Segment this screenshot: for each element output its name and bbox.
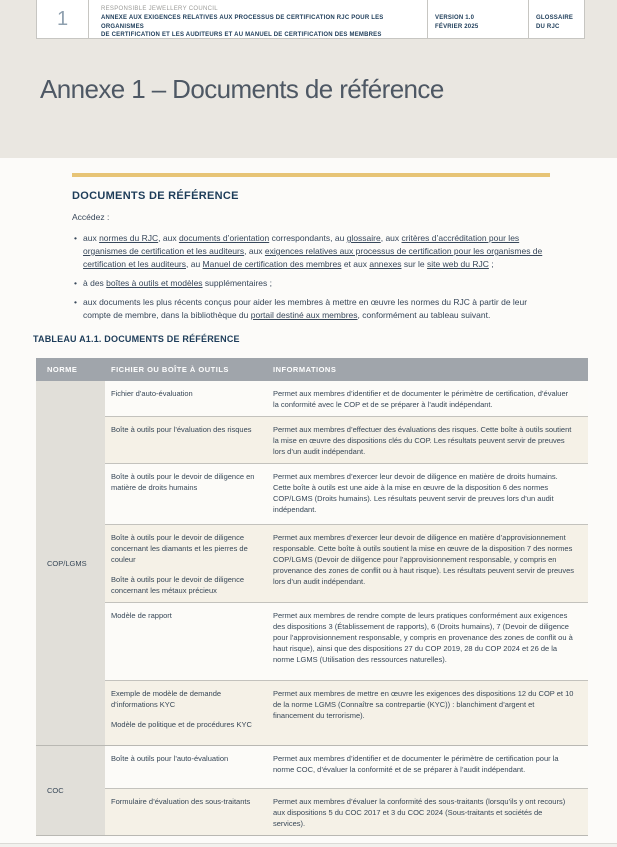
- file-name: Exemple de modèle de demande d’informations KYC: [111, 689, 222, 709]
- file-name: Modèle de rapport: [111, 611, 172, 620]
- link-boites-outils-modeles[interactable]: boîtes à outils et modèles: [106, 278, 203, 288]
- link-glossaire[interactable]: glossaire: [346, 233, 381, 243]
- text-segment: correspondants, au: [269, 233, 347, 243]
- file-name: Boîte à outils pour le devoir de diligence concernant les diamants et les pierres de couleur: [111, 533, 248, 564]
- link-documents-orientation[interactable]: documents d’orientation: [178, 233, 270, 243]
- org-name: RESPONSIBLE JEWELLERY COUNCIL: [101, 6, 218, 12]
- gold-divider: [72, 173, 550, 177]
- file-name: Fichier d’auto-évaluation: [111, 389, 193, 398]
- file-cell: [105, 417, 268, 463]
- bullet-text: [83, 277, 550, 290]
- norm-label-cell: [36, 746, 105, 835]
- info-cell: Permet aux membres d’identifier et de documenter le périmètre de certification pour la norme COC, d’évaluer la conformité et de se préparer à l’audit indépendant.: [273, 754, 559, 774]
- info-cell: Permet aux membres d’exercer leur devoir de diligence en matière d’approvisionnement responsable. Cette boîte à outils soutient la mise en œuvre de la disposition 7 des normes COP/LGMS (Devoir de diligence pour l’approvisionnement responsable, y compris en provenance des zones de conflit ou à haut risque). Les résultats peuvent servir de preuves lors d’un audit indépendant.: [273, 533, 575, 586]
- table-row: [105, 524, 588, 602]
- section-rows: [105, 746, 588, 835]
- link-annexes[interactable]: annexes: [369, 259, 402, 269]
- link-normes-du-rjc[interactable]: normes du RJC: [99, 233, 159, 243]
- text-segment: à des: [83, 278, 107, 288]
- file-name: Boîte à outils pour le devoir de diligence en matière de droits humains: [111, 472, 255, 492]
- table-row: [105, 746, 588, 788]
- reference-section: [72, 173, 550, 328]
- header-version-block: [428, 0, 529, 38]
- text-segment: , aux: [380, 233, 402, 243]
- header-page-number: 1: [37, 0, 89, 38]
- file-cell: [105, 681, 268, 745]
- list-item: [72, 277, 550, 290]
- norm-label-cell: [36, 381, 105, 745]
- text-segment: , au: [186, 259, 203, 269]
- list-item: [72, 296, 550, 322]
- text-segment: , conformément au tableau suivant.: [357, 310, 491, 320]
- table-section-coc: [36, 745, 588, 835]
- link-exigences-processus[interactable]: exigences relatives aux processus de certification pour les organismes de certification et les auditeurs: [83, 246, 543, 269]
- column-header-fichier: FICHIER OU BOÎTE À OUTILS: [111, 365, 229, 374]
- file-cell: [105, 525, 268, 602]
- header-glossary-block[interactable]: [529, 0, 584, 38]
- text-segment: , aux: [158, 233, 179, 243]
- info-cell: Permet aux membres d’exercer leur devoir de diligence en matière de droits humains. Cette boîte à outils est une aide à la mise en œuvre de la disposition 6 des normes COP/LGMS (Droits humains). Les résultats peuvent servir de preuves lors d’un audit indépendant.: [273, 472, 558, 514]
- intro-text: Accédez :: [72, 212, 110, 222]
- info-cell: Permet aux membres d’effectuer des évaluations des risques. Cette boîte à outils soutient la mise en œuvre des dispositions clés du COP. Les résultats peuvent servir de preuves lors d’un audit indépendant.: [273, 425, 572, 456]
- bullet-icon: •: [74, 278, 77, 288]
- file-name: Boîte à outils pour le devoir de diligence concernant les métaux précieux: [111, 575, 245, 595]
- text-segment: sur le: [401, 259, 427, 269]
- section-rows: [105, 381, 588, 745]
- table-row: [105, 463, 588, 524]
- norm-label: COC: [47, 786, 64, 795]
- file-cell: [105, 746, 268, 788]
- version-label: VERSION 1.0: [435, 15, 475, 21]
- glossary-label-line1: GLOSSAIRE: [536, 15, 574, 21]
- link-portail-membres[interactable]: portail destiné aux membres: [250, 310, 358, 320]
- table-caption: TABLEAU A1.1. DOCUMENTS DE RÉFÉRENCE: [33, 334, 240, 344]
- table-row: [105, 416, 588, 463]
- glossary-label-line2: DU RJC: [536, 23, 560, 30]
- text-segment: supplémentaires ;: [202, 278, 272, 288]
- file-cell: [105, 464, 268, 524]
- info-cell: Permet aux membres de mettre en œuvre les exigences des dispositions 12 du COP et 10 de la norme LGMS (Connaître sa contrepartie (KYC)) : blanchiment d’argent et financement du terrorisme).: [273, 689, 574, 720]
- document-header: [36, 0, 585, 39]
- table-row: [105, 680, 588, 745]
- header-title-block: [89, 0, 428, 38]
- bullet-text: [83, 232, 550, 271]
- norm-label: COP/LGMS: [47, 558, 87, 568]
- table-row: [105, 602, 588, 680]
- page-title: Annexe 1 – Documents de référence: [40, 74, 444, 104]
- file-cell: [105, 789, 268, 835]
- text-segment: aux documents les plus récents conçus pour aider les membres à mettre en œuvre les normes du RJC à partir de leur compte de membre, dans la bibliothèque du: [83, 297, 528, 320]
- info-cell: Permet aux membres de rendre compte de leurs pratiques conformément aux exigences des dispositions 3 (Établissement de rapports), 6 (Droits humains), 7 (Devoir de diligence pour l’approvisionnement responsable, y compris en provenance des zones de conflit ou à haut risque), ainsi que des dispositions 27 du COP 2019, 28 du COP 2024 et 26 de la norme LGMS (Utilisation des ressources naturelles).: [273, 611, 573, 664]
- text-segment: et aux: [341, 259, 370, 269]
- link-manuel-certification[interactable]: Manuel de certification des membres: [202, 259, 342, 269]
- table-section-cop-lgms: [36, 381, 588, 745]
- text-segment: , aux: [244, 246, 265, 256]
- info-cell: Permet aux membres d’identifier et de documenter le périmètre de certification, d’évaluer la conformité avec le COP et de se préparer à l’audit indépendant.: [273, 389, 569, 409]
- header-doc-title-line1: ANNEXE AUX EXIGENCES RELATIVES AUX PROCESSUS DE CERTIFICATION RJC POUR LES ORGANISMES: [101, 15, 384, 30]
- header-doc-title-line2: DE CERTIFICATION ET LES AUDITEURS ET AU MANUEL DE CERTIFICATION DES MEMBRES: [101, 32, 382, 38]
- column-header-informations: INFORMATIONS: [273, 365, 337, 374]
- file-cell: [105, 603, 268, 680]
- column-header-norme: NORME: [47, 365, 78, 374]
- file-name: Modèle de politique et de procédures KYC: [111, 720, 252, 729]
- bullet-list: [72, 232, 550, 322]
- section-heading: DOCUMENTS DE RÉFÉRENCE: [72, 190, 239, 202]
- link-site-web-rjc[interactable]: site web du RJC: [427, 259, 489, 269]
- version-date: FÉVRIER 2025: [435, 23, 479, 30]
- reference-table: [36, 358, 588, 836]
- file-name: Boîte à outils pour l’évaluation des risques: [111, 425, 252, 434]
- table-header-row: [36, 358, 588, 381]
- file-name: Formulaire d’évaluation des sous-traitants: [111, 797, 251, 806]
- file-cell: [105, 381, 268, 416]
- list-item: [72, 232, 550, 271]
- link-criteres-accreditation[interactable]: critères d’accréditation pour les organismes de certification et les auditeurs: [83, 233, 520, 256]
- bullet-text: [83, 296, 550, 322]
- bullet-icon: •: [74, 233, 77, 243]
- table-row: [105, 788, 588, 835]
- info-cell: Permet aux membres d’évaluer la conformité des sous-traitants (lorsqu’ils y ont recours) aux dispositions 5 du COC 2017 et 3 du COC 2024 (Sous-traitants et sociétés de services).: [273, 797, 566, 828]
- text-segment: ;: [488, 259, 494, 269]
- file-name: Boîte à outils pour l’auto-évaluation: [111, 754, 229, 763]
- bullet-icon: •: [74, 297, 77, 307]
- table-row: [105, 381, 588, 416]
- text-segment: aux: [83, 233, 100, 243]
